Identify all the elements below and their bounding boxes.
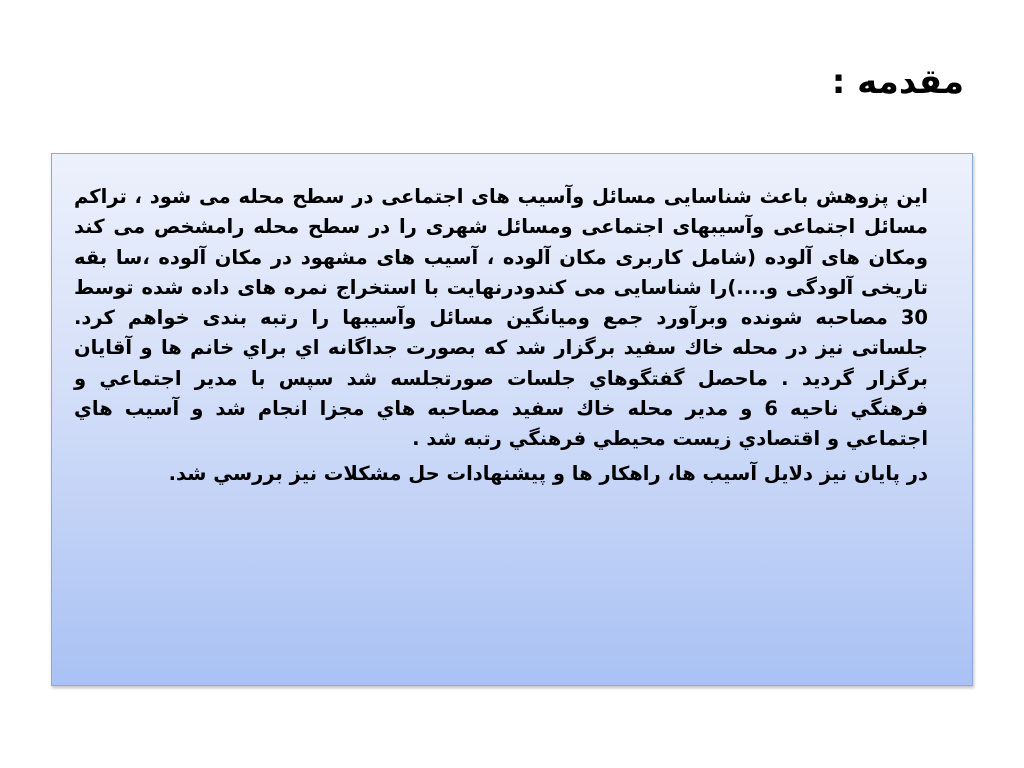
paragraph-introduction: این پزوهش باعث شناسایی مسائل وآسیب های اجتماعی در سطح محله می شود ، تراکم مسائل اجتماعی وآسیبهای اجتماعی ومسائل شهری را در سطح محله رامشخص می کند ومکان های آلوده (شامل کاربری مکان آلوده ، آسیب های مشهود در مکان آلوده ،سا بقه تاریخی آلودگی و....)را شناسایی می کندودرنهایت با استخراج نمره های داده شده توسط 30 مصاحبه شونده وبرآورد جمع ومیانگین مسائل وآسیبها را رتبه بندی خواهم کرد. جلساتی نیز در محله خاك سفيد برگزار شد که بصورت جداگانه اي براي خانم ها و آقايان برگزار گرديد . ماحصل گفتگوهاي جلسات صورتجلسه شد سپس با مدير اجتماعي و فرهنگي ناحيه 6 و مدير محله خاك سفيد مصاحبه هاي مجزا انجام شد و آسيب هاي اجتماعي و اقتصادي زيست محيطي فرهنگي رتبه شد . <box>74 185 928 451</box>
paragraph-conclusion: در پايان نيز دلايل آسيب ها، راهكار ها و پيشنهادات حل مشكلات نيز بررسي شد. <box>168 461 928 485</box>
content-box <box>51 153 973 686</box>
slide-title: مقدمه : <box>831 62 964 102</box>
